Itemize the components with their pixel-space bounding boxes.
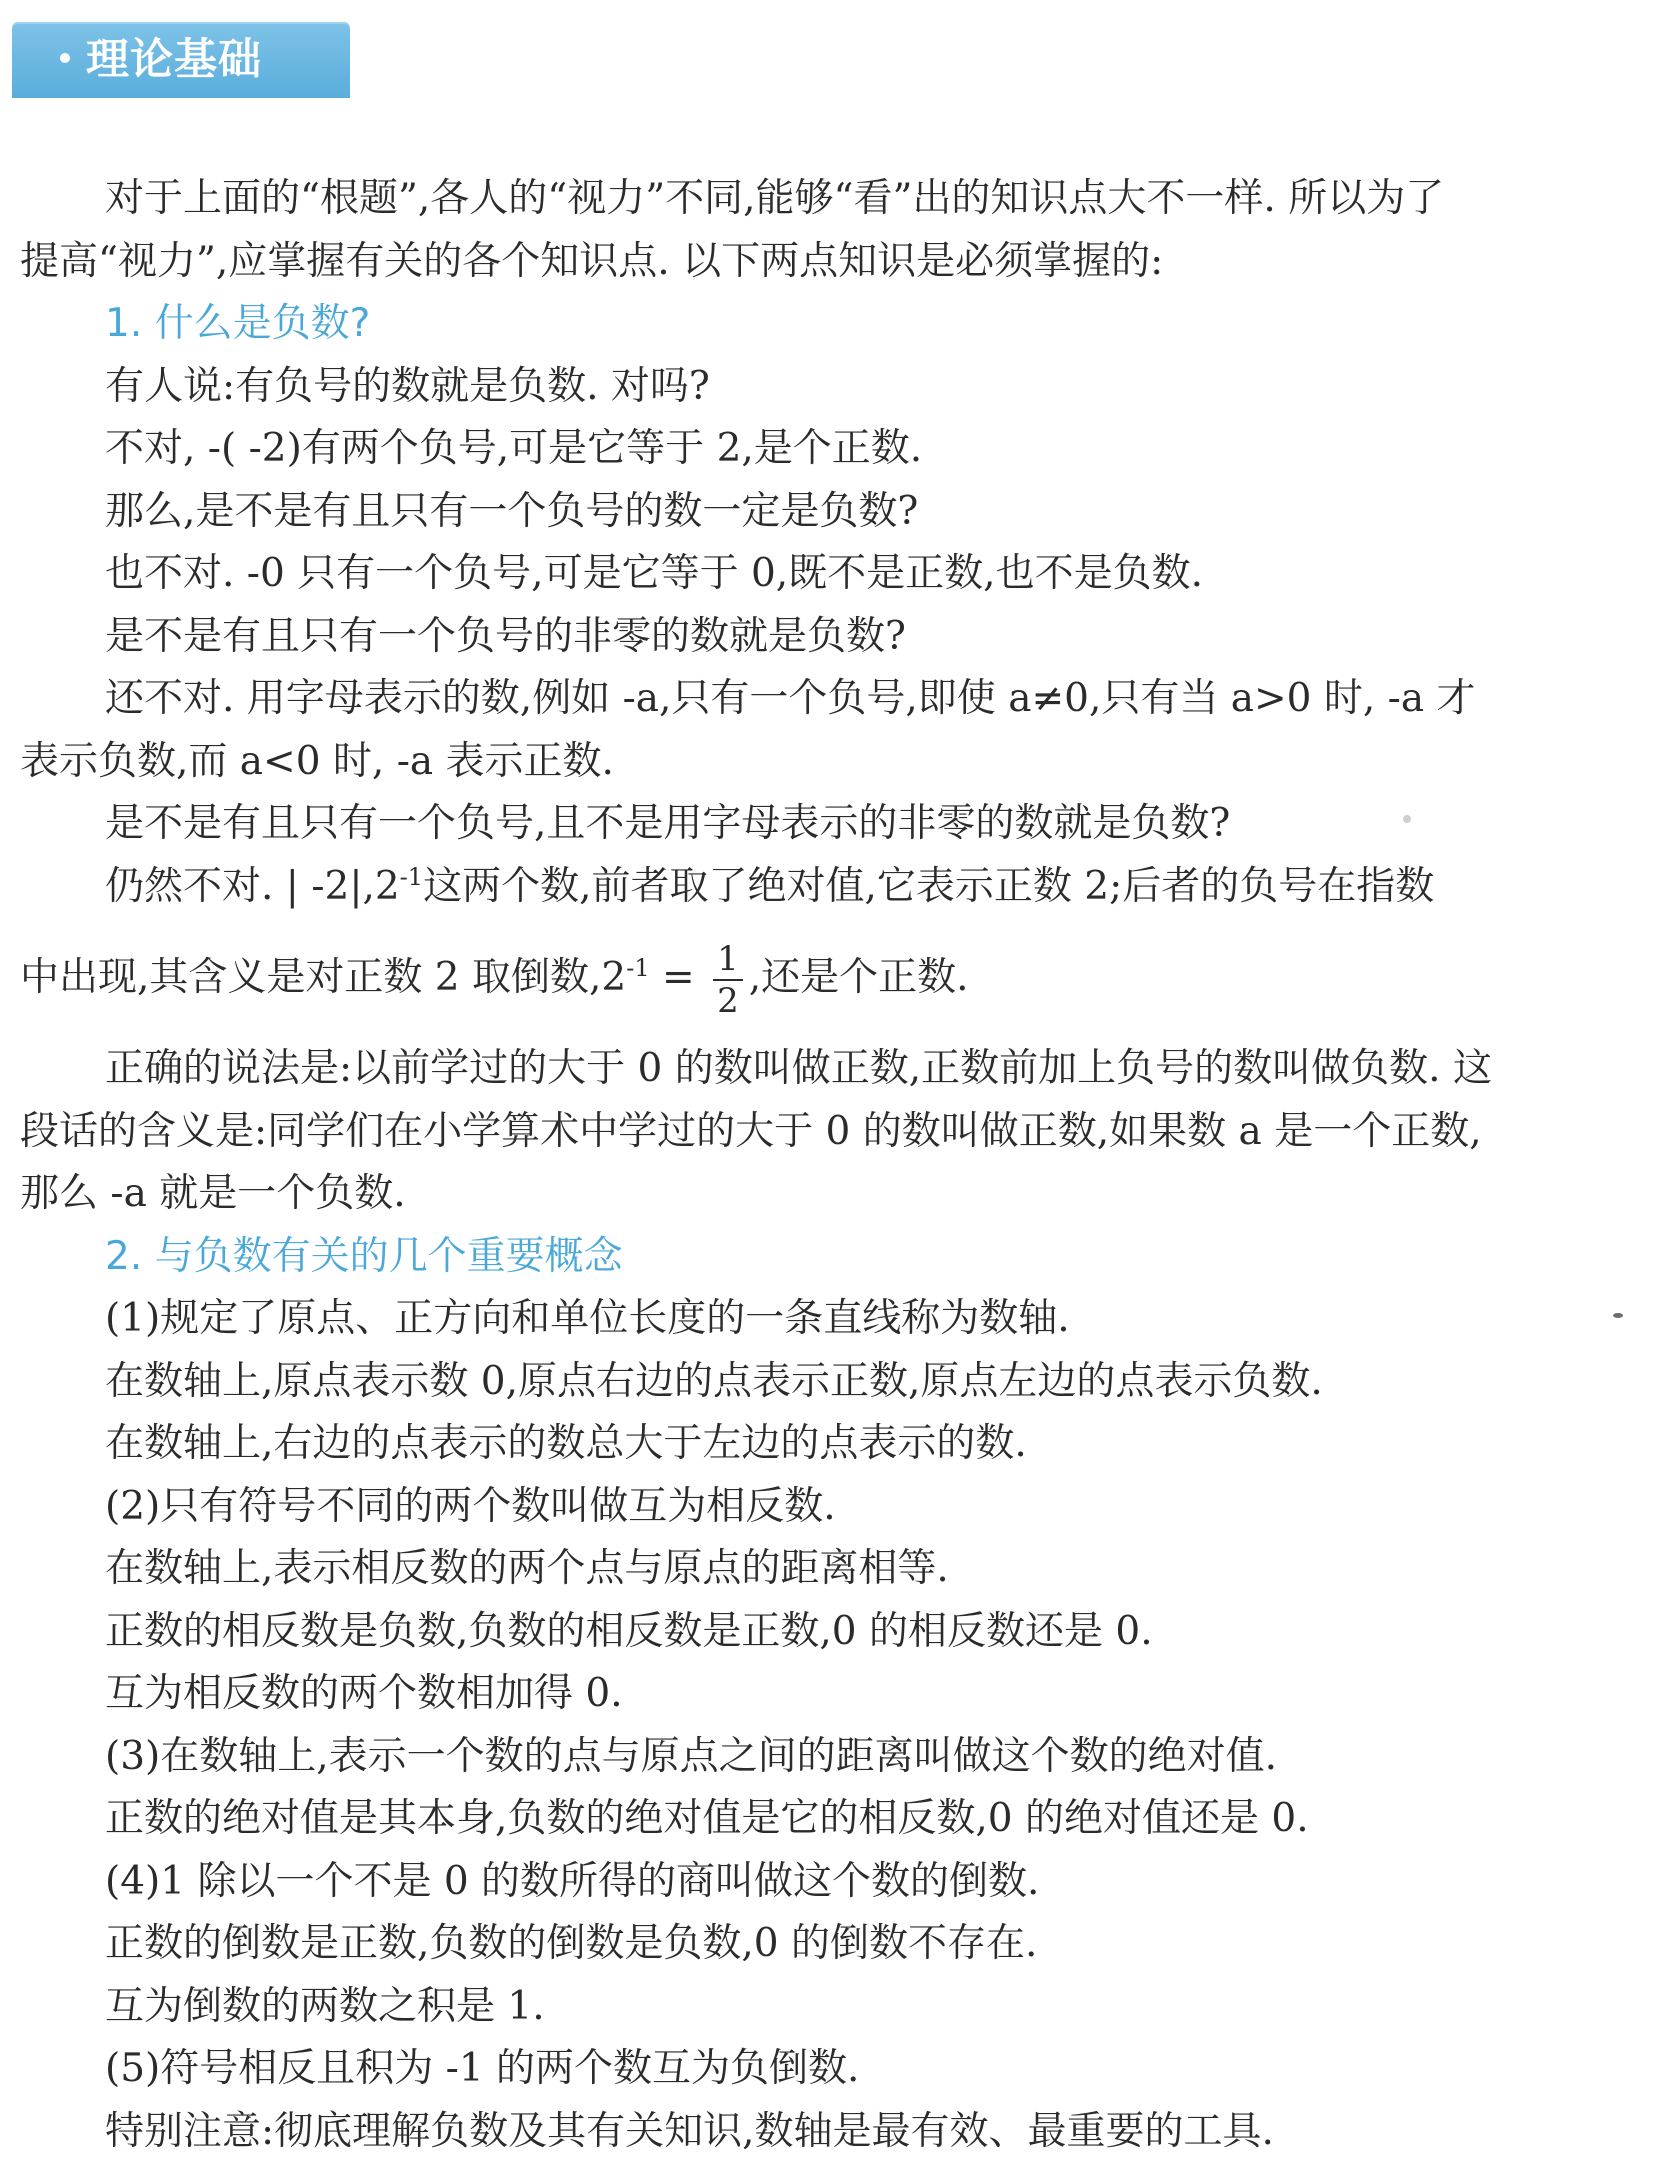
- fraction-numerator: 1: [713, 939, 743, 981]
- paragraph-line: 提高“视力”,应掌握有关的各个知识点. 以下两点知识是必须掌握的:: [20, 238, 1164, 284]
- concept-line: 正数的相反数是负数,负数的相反数是正数,0 的相反数还是 0.: [105, 1608, 1153, 1654]
- fraction-denominator: 2: [717, 981, 739, 1021]
- concept-line: (1)规定了原点、正方向和单位长度的一条直线称为数轴.: [105, 1296, 1070, 1341]
- section-tab: [12, 22, 350, 98]
- text-line: 不对, -( -2)有两个负号,可是它等于 2,是个正数.: [105, 426, 923, 471]
- scan-speck: [1403, 815, 1411, 823]
- paragraph-line: 正确的说法是:以前学过的大于 0 的数叫做正数,正数前加上负号的数叫做负数. 这: [105, 1046, 1492, 1091]
- concept-line: 特别注意:彻底理解负数及其有关知识,数轴是最有效、最重要的工具.: [105, 2108, 1274, 2154]
- concept-line: 在数轴上,右边的点表示的数总大于左边的点表示的数.: [105, 1421, 1027, 1466]
- text-line: 是不是有且只有一个负号,且不是用字母表示的非零的数就是负数?: [105, 801, 1231, 846]
- equals-sign: =: [649, 955, 708, 1000]
- paragraph-line: 那么 -a 就是一个负数.: [20, 1171, 406, 1216]
- text-line: 也不对. -0 只有一个负号,可是它等于 0,既不是正数,也不是负数.: [105, 551, 1203, 596]
- concept-line: 正数的倒数是正数,负数的倒数是负数,0 的倒数不存在.: [105, 1921, 1038, 1966]
- text-line: [20, 856, 1620, 919]
- page-body: [20, 168, 1620, 2163]
- text-line: 表示负数,而 a<0 时, -a 表示正数.: [20, 738, 614, 784]
- concept-line: (5)符号相反且积为 -1 的两个数互为负倒数.: [105, 2046, 860, 2091]
- bullet-dot-icon: [60, 53, 70, 63]
- exponent: -1: [399, 862, 424, 891]
- concept-line: 互为倒数的两数之积是 1.: [105, 1983, 545, 2029]
- concept-line: 在数轴上,表示相反数的两个点与原点的距离相等.: [105, 1546, 949, 1591]
- scan-speck: [1613, 1313, 1623, 1318]
- text-line: 是不是有且只有一个负号的非零的数就是负数?: [105, 613, 906, 659]
- concept-line: (4)1 除以一个不是 0 的数所得的商叫做这个数的倒数.: [105, 1858, 1040, 1904]
- text-segment: 这两个数,前者取了绝对值,它表示正数 2;后者的负号在指数: [423, 863, 1435, 909]
- formula-line: [20, 918, 1620, 1038]
- concept-line: 在数轴上,原点表示数 0,原点右边的点表示正数,原点左边的点表示负数.: [105, 1358, 1323, 1404]
- text-line: 还不对. 用字母表示的数,例如 -a,只有一个负号,即使 a≠0,只有当 a>0 时, -a 才: [105, 676, 1476, 721]
- text-line: 有人说:有负号的数就是负数. 对吗?: [105, 363, 710, 409]
- concept-line: 互为相反数的两个数相加得 0.: [105, 1671, 623, 1716]
- section-title: 理论基础: [86, 35, 262, 85]
- text-segment: 中出现,其含义是对正数 2 取倒数,2: [20, 955, 627, 1000]
- concept-line: (3)在数轴上,表示一个数的点与原点之间的距离叫做这个数的绝对值.: [105, 1733, 1278, 1779]
- concept-line: 正数的绝对值是其本身,负数的绝对值是它的相反数,0 的绝对值还是 0.: [105, 1796, 1309, 1841]
- fraction: [713, 939, 743, 1021]
- paragraph-line: 段话的含义是:同学们在小学算术中学过的大于 0 的数叫做正数,如果数 a 是一个正数,: [20, 1108, 1482, 1154]
- paragraph-line: 对于上面的“根题”,各人的“视力”不同,能够“看”出的知识点大不一样. 所以为了: [105, 176, 1445, 221]
- concept-line: (2)只有符号不同的两个数叫做互为相反数.: [105, 1483, 836, 1529]
- text-line: 那么,是不是有且只有一个负号的数一定是负数?: [105, 488, 919, 534]
- text-segment: ,还是个正数.: [748, 955, 969, 1000]
- text-segment: 仍然不对. | -2|,2: [105, 863, 400, 909]
- section-heading-1: 1. 什么是负数?: [105, 301, 371, 346]
- exponent: -1: [626, 954, 650, 982]
- section-heading-2: 2. 与负数有关的几个重要概念: [105, 1233, 623, 1279]
